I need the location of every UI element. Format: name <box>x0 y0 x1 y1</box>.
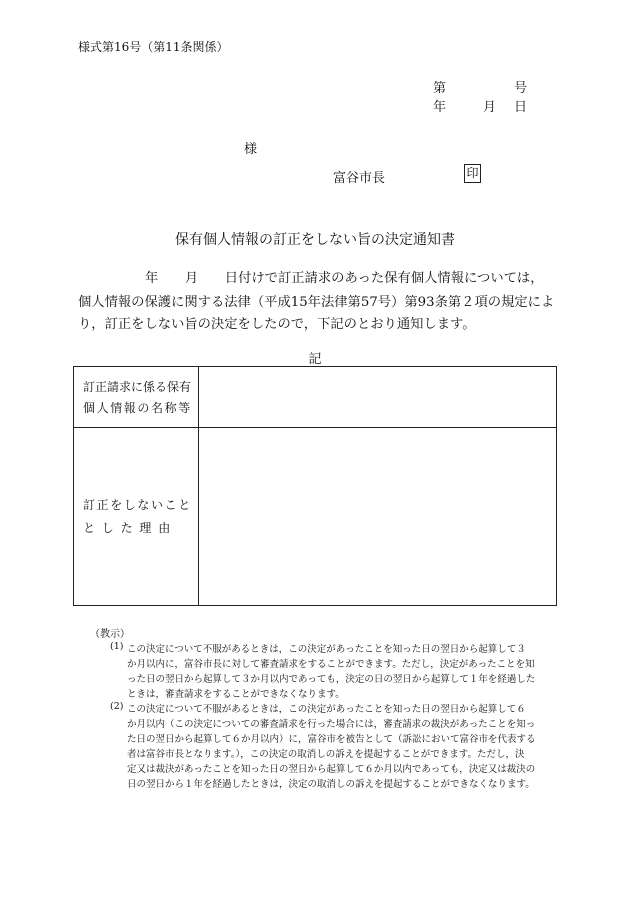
document-number-suffix: 号 <box>514 81 528 96</box>
note-2-line: 定又は裁決があったことを知った日の翌日から起算して６か月以内であっても，決定又は裁決の <box>127 764 536 775</box>
details-table <box>73 366 557 606</box>
body-line-3: り，訂正をしない旨の決定をしたので，下記のとおり通知します。 <box>78 317 476 332</box>
note-2-line: 者は富谷市長となります。），この決定の取消しの訴えを提起することができます。ただし，決 <box>127 749 525 760</box>
note-1-line: ときは，審査請求をすることができなくなります。 <box>127 689 345 700</box>
row1-label-line2: 個人情報の名称等 <box>83 401 192 415</box>
notes-heading: （教示） <box>90 629 130 640</box>
row2-label-line1: 訂正をしないこと <box>83 498 192 512</box>
row1-label-line1: 訂正請求に係る保有 <box>83 380 192 394</box>
document-number-prefix: 第 <box>433 81 447 96</box>
sender-name: 富谷市長 <box>333 171 386 186</box>
row2-label-char: と <box>83 521 96 535</box>
note-1-number: (1) <box>110 641 124 652</box>
ki-heading: 記 <box>308 352 322 367</box>
date-day-label: 日 <box>514 100 528 115</box>
row2-label-line2 <box>83 519 177 536</box>
seal-mark: 印 <box>464 164 481 183</box>
note-1-line: った日の翌日から起算して３か月以内であっても，決定の日の翌日から起算して１年を経過した <box>127 674 536 685</box>
note-1-line: か月以内に，富谷市長に対して審査請求をすることができます。ただし，決定があったことを知 <box>127 659 535 670</box>
document-title: 保有個人情報の訂正をしない旨の決定通知書 <box>175 232 455 248</box>
note-1-line: この決定について不服があるときは，この決定があったことを知った日の翌日から起算して３ <box>127 644 526 655</box>
body-line-2: 個人情報の保護に関する法律（平成15年法律第57号）第93条第２項の規定によ <box>78 295 555 310</box>
note-2-line: この決定について不服があるときは，この決定があったことを知った日の翌日から起算して６ <box>127 704 526 715</box>
addressee-suffix: 様 <box>244 142 258 157</box>
row2-label-char: し <box>101 521 114 535</box>
note-2-number: (2) <box>110 701 124 712</box>
table-row-divider <box>74 427 556 428</box>
note-2-line: か月以内（この決定についての審査請求を行った場合には，審査請求の裁決があったことを知っ <box>127 719 536 730</box>
row2-label-char: た <box>120 521 133 535</box>
date-year-label: 年 <box>433 100 447 115</box>
form-number: 様式第16号（第11条関係） <box>78 40 229 54</box>
row2-label-char: 理 <box>139 521 152 535</box>
table-column-divider <box>198 367 199 605</box>
row2-label-char: 由 <box>158 521 171 535</box>
date-month-label: 月 <box>483 100 497 115</box>
note-2-line: 日の翌日から１年を経過したときは，決定の取消しの訴えを提起することができなくなります。 <box>127 779 535 790</box>
body-line-1: 年 月 日付けで訂正請求のあった保有個人情報については， <box>145 271 544 286</box>
note-2-line: た日の翌日から起算して６か月以内）に，富谷市を被告として（訴訟において富谷市を代表する <box>127 734 536 745</box>
